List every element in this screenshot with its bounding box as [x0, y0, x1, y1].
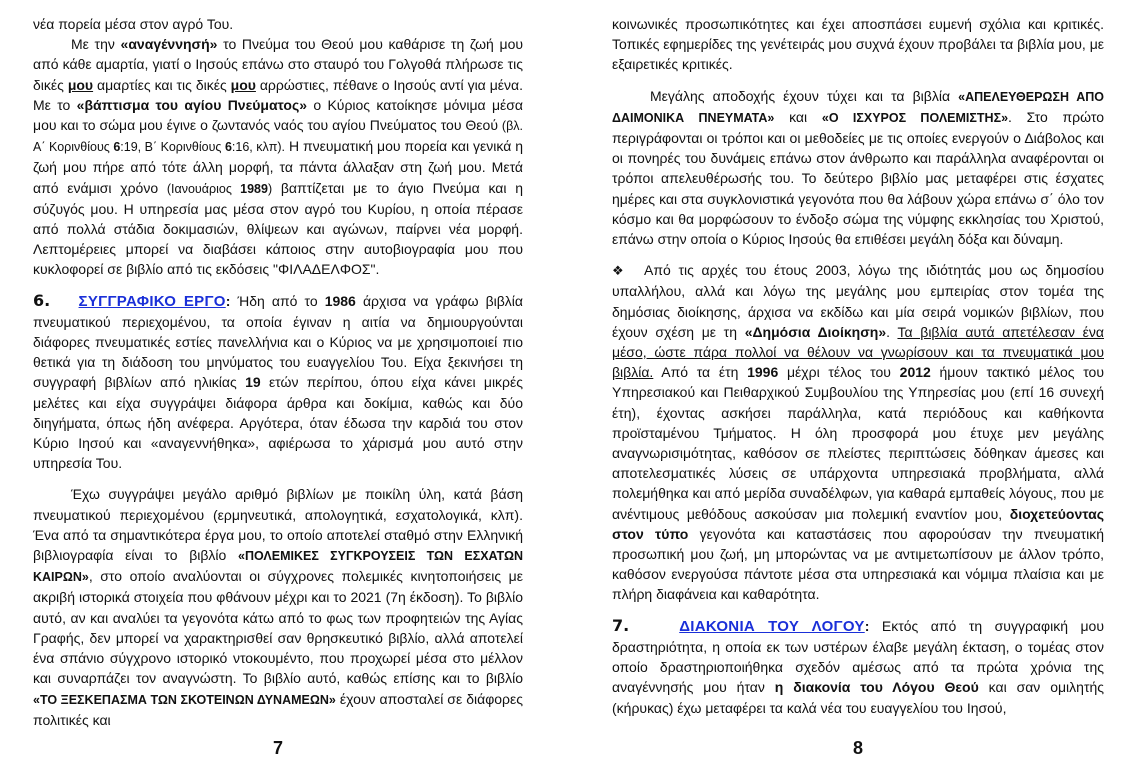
section-title: ΔΙΑΚΟΝΙΑ ΤΟΥ ΛΟΓΟΥ: [679, 617, 865, 635]
page-number: 8: [852, 737, 863, 758]
paragraph: Με την «αναγέννησή» το Πνεύμα του Θεού μου καθάρισε τη ζωή μου από κάθε αμαρτία, γιατί ο Ιησούς επάνω στο σταυρό του Γολγοθά πλήρωσε τις δικές μου αμαρτίες και τις δικές μου αρρώστιες, πέθανε ο Ιησούς αντί για μένα. Με το «βάπτισμα του αγίου Πνεύματος» ο Κύριος κατοίκησε μόνιμα μέσα μου και το σώμα μου έγινε ο ζωντανός ναός του αγίου Πνεύματος του Θεού (βλ. Α΄ Κορινθίους 6:19, Β΄ Κορινθίους 6:16, κλπ). Η πνευματική μου πορεία και γενικά η ζωή μου πήρε από τότε άλλη μορφή, τα πάντα άλλαξαν στη ζωή μου. Μετά από ενάμισι χρόνο (Ιανουάριος 1989) βαπτίζεται με το άγιο Πνεύμα και η σύζυγός μου. Η υπηρεσία μας μέσα στον αγρό του Κυρίου, η οποία πέρασε από πολλά στάδια δοκιμασιών, θλίψεων και αγώνων, παίρνει νέα μορφή. Λεπτομέρειες μπορεί να διαβάσει κάποιος στην αυτοβιογραφία μου που κυκλοφορεί σε βιβλίο από τις εκδόσεις "ΦΙΛΑΔΕΛΦΟΣ".: [33, 36, 524, 278]
right-page: [612, 14, 1105, 758]
paragraph: Έχω συγγράψει μεγάλο αριθμό βιβλίων με ποικίλη ύλη, κατά βάση πνευματικού περιεχομένου (ερμηνευτικά, απολογητικά, εσχατολογικά, κλπ). Ένα από τα σημαντικότερα έργα μου, το οποίο αποτελεί σταθμό στην Ελληνική βιβλιογραφία είναι το βιβλίο «ΠΟΛΕΜΙΚΕΣ ΣΥΓΚΡΟΥΣΕΙΣ ΤΩΝ ΕΣΧΑΤΩΝ ΚΑΙΡΩΝ», στο οποίο αναλύονται οι σύγχρονες πολεμικές κινητοποιήσεις με ακριβή ιστορικά στοιχεία που φθάνουν μέχρι και το 2021 (7η έκδοση). Το βιβλίο αυτό, αν και αναλύει τα γεγονότα κάτω από το φως των προφητειών της Αγίας Γραφής, δεν μπορεί να χαρακτηρισθεί σαν θρησκευτικό βιβλίο, αλλά αποτελεί ένα σπάνιο σύγχρονο ιστορικό ντοκουμέντο, που προχωρεί μέσα στο μέλλον και συναρπάζει τον αναγνώστη. Το βιβλίο αυτό, καθώς επίσης και το βιβλίο «ΤΟ ΞΕΣΚΕΠΑΣΜΑ ΤΩΝ ΣΚΟΤΕΙΝΩΝ ΔΥΝΑΜΕΩΝ» έχουν αποσταλεί σε διάφορες πολιτικές και: [33, 486, 524, 728]
bullet-paragraph: ❖ Από τις αρχές του έτους 2003, λόγω της ιδιότητάς μου ως δημοσίου υπαλλήλου, αλλά και λόγω της μεγάλης μου εμπειρίας στον τομέα της δημόσιας διοίκησης, άρχισα να εκδίδω και μία σειρά νομικών βιβλίων, που έχουν σχέση με τη «Δημόσια Διοίκηση». Τα βιβλία αυτά απετέλεσαν ένα μέσο, ώστε πάρα πολλοί να θέλουν να γνωρίσουν και τα πνευματικά μου βιβλία. Από τα έτη 1996 μέχρι τέλος του 2012 ήμουν τακτικό μέλος του Υπηρεσιακού και Πειθαρχικού Συμβουλίου της Υπηρεσίας μου (επί 16 συνεχή έτη), έχοντας ασκήσει παράλληλα, κατά περιόδους και καθήκοντα προϊσταμένου Τμήματος. Η όλη προσφορά μου έτυχε μεν μεγάλης αναγνωρισιμότητας, καθόσον σε πλείστες περιπτώσεις δόθηκαν άμεσες και αποτελεσματικές λύσεις σε υπάρχοντα υπηρεσιακά προβλήματα, αλλά πολεμήθηκα και από μερίδα συναδέλφων, για καθαρά εμπαθείς λόγους, που με ανέντιμους μεθόδους ασκούσαν μια πολεμική εναντίον μου, διοχετεύοντας στον τύπο γεγονότα και καταστάσεις που αφορούσαν την πνευματική προσωπική μου ζωή, μη μπορώντας να με αντιμετωπίσουν με άλλον τρόπο, καθόσον ενεργούσα πάντοτε μέσα στα υπηρεσιακά και νόμιμα πλαίσια και με πλήρη διαφάνεια και καθαρότητα.: [612, 262, 1105, 603]
diamond-bullet-icon: ❖: [612, 263, 624, 279]
section-number: 6.: [33, 290, 51, 310]
section-title: ΣΥΓΓΡΑΦΙΚΟ ΕΡΓΟ: [78, 292, 226, 310]
paragraph: νέα πορεία μέσα στον αγρό Του.: [33, 16, 234, 32]
page-number: 7: [272, 737, 283, 758]
section-6: 6. ΣΥΓΓΡΑΦΙΚΟ ΕΡΓΟ: Ήδη από το 1986 άρχισα να γράφω βιβλία πνευματικού περιεχομένου, τα οποία έγιναν η αιτία να δημιουργούνται διάφορες πνευματικές εστίες πανελλήνια και ο Κύριος να με χρησιμοποιεί πιο θετικά για τη διάδοση του μηνύματος του ευαγγελίου Του. Είχα ξεκινήσει τη συγγραφή βιβλίων από ηλικίας 19 ετών περίπου, όπου είχα κάνει μικρές μελέτες και είχα συγγράψει διάφορα άρθρα και δοκίμια, καθώς και δύο διηγήματα, όπως ήδη ανέφερα. Αργότερα, όταν έδωσα την καρδιά του στον Κύριο Ιησού και «αναγεννήθηκα», αφιέρωσα το χάρισμά μου αυτό στην υπηρεσία Του.: [33, 290, 524, 472]
section-number: 7.: [612, 615, 630, 635]
section-7: 7. ΔΙΑΚΟΝΙΑ ΤΟΥ ΛΟΓΟΥ: Εκτός από τη συγγραφική μου δραστηριότητα, η οποία εκ των υστέρων έλαβε μεγάλη έκταση, ο τομέας στον οποίο δραστηριοποιήθηκα σχεδόν αμέσως από τα πρώτα χρόνια της αναγέννησής μου ήταν η διακονία του Λόγου Θεού και σαν ομιλητής (κήρυκας) έχω μεταφέρει τα καλά νέα του ευαγγελίου του Ιησού,: [612, 615, 1105, 716]
paragraph: Μεγάλης αποδοχής έχουν τύχει και τα βιβλία «ΑΠΕΛΕΥΘΕΡΩΣΗ ΑΠΟ ΔΑΙΜΟΝΙΚΑ ΠΝΕΥΜΑΤΑ» και «Ο ΙΣΧΥΡΟΣ ΠΟΛΕΜΙΣΤΗΣ». Στο πρώτο περιγράφονται οι τρόποι και οι μεθοδείες με τις οποίες ενεργούν ο Διάβολος και οι πονηρές του δυνάμεις επάνω στον άνθρωπο και παράλληλα αναφέρονται οι τρόποι απελευθέρωσής του. Το δεύτερο βιβλίο μας μεταφέρει στις έσχατες ημέρες και στα συγκλονιστικά γεγονότα που θα λάβουν χώρα επάνω σ΄ όλο τον κόσμο και θα μορφώσουν το ένδοξο σώμα της νύμφης εκκλησίας του Χριστού, επάνω στην οποία ο Κύριος Ιησούς θα επιθέσει μεγάλη δόξα και δύναμη.: [612, 87, 1104, 248]
left-page: [33, 14, 524, 758]
paragraph: κοινωνικές προσωπικότητες και έχει αποσπάσει ευμενή σχόλια και κριτικές. Τοπικές εφημερίδες της γενέτειράς μου συχνά έχουν προβάλει τα βιβλία μου, με εξαιρετικές κριτικές.: [612, 16, 1105, 73]
